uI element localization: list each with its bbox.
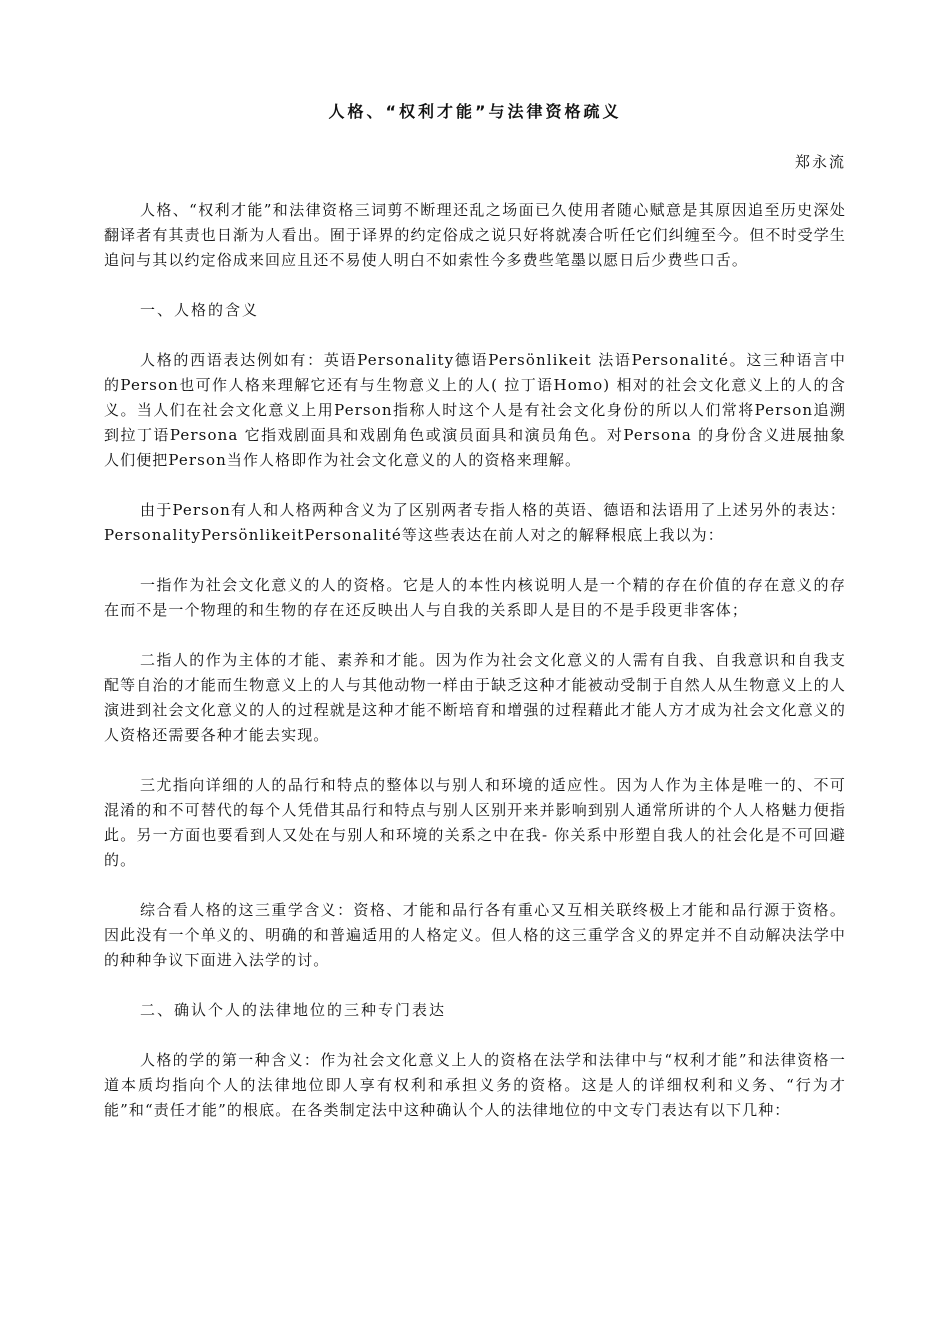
section-1-paragraph-5: 三尤指向详细的人的品行和特点的整体以与别人和环境的适应性。因为人作为主体是唯一的、不可混淆的和不可替代的每个人凭借其品行和特点与别人区别开来并影响到别人通常所讲的个人人格魅力便指此。另一方面也要看到人又处在与别人和环境的关系之中在我- 你关系中形塑自我人的社会化是不可回避的。: [104, 776, 846, 869]
document-title: 人格、“权利才能”与法律资格疏义: [328, 102, 622, 121]
section-1-paragraph-3: 一指作为社会文化意义的人的资格。它是人的本性内核说明人是一个精的存在价值的存在意义的存在而不是一个物理的和生物的存在还反映出人与自我的关系即人是目的不是手段更非客体；: [104, 576, 846, 619]
section-1-paragraph-1: 人格的西语表达例如有：英语Personality德语Persönlikeit 法语Personalité。这三种语言中的Person也可作人格来理解它还有与生物意义上的人( 拉丁语Homo) 相对的社会文化意义上的人的含义。当人们在社会文化意义上用Person指称人时这个人是有社会文化身份的所以人们常将Person追溯到拉丁语Persona 它指戏剧面具和戏剧角色或演员面具和演员角色。对Persona 的身份含义进展抽象人们便把Person当作人格即作为社会文化意义的人的资格来理解。: [104, 351, 846, 469]
section-2-heading: 二、确认个人的法律地位的三种专门表达: [140, 1001, 447, 1019]
intro-paragraph: 人格、“权利才能”和法律资格三词剪不断理还乱之场面已久使用者随心赋意是其原因追至历史深处翻译者有其责也日渐为人看出。囿于译界的约定俗成之说只好将就凑合听任它们纠缠至今。但不时受学生追问与其以约定俗成来回应且还不易使人明白不如索性今多费些笔墨以愿日后少费些口舌。: [104, 201, 846, 269]
section-1-heading: 一、人格的含义: [140, 301, 260, 319]
section-1-paragraph-6: 综合看人格的这三重学含义：资格、才能和品行各有重心又互相关联终极上才能和品行源于资格。因此没有一个单义的、明确的和普遍适用的人格定义。但人格的这三重学含义的界定并不自动解决法学中的种种争议下面进入法学的讨。: [104, 901, 846, 969]
section-1-paragraph-4: 二指人的作为主体的才能、素养和才能。因为作为社会文化意义的人需有自我、自我意识和自我支配等自治的才能而生物意义上的人与其他动物一样由于缺乏这种才能被动受制于自然人从生物意义上的人演进到社会文化意义的人的过程就是这种才能不断培育和增强的过程藉此才能人方才成为社会文化意义的人资格还需要各种才能去实现。: [104, 651, 846, 744]
section-2-paragraph-1: 人格的学的第一种含义：作为社会文化意义上人的资格在法学和法律中与“权利才能”和法律资格一道本质均指向个人的法律地位即人享有权利和承担义务的资格。这是人的详细权利和义务、“行为才能”和“责任才能”的根底。在各类制定法中这种确认个人的法律地位的中文专门表达有以下几种：: [104, 1051, 846, 1119]
section-1-paragraph-2: 由于Person有人和人格两种含义为了区别两者专指人格的英语、德语和法语用了上述另外的表达：PersonalityPersönlikeitPersonalité等这些表达在前人对之的解释根底上我以为：: [104, 501, 846, 544]
document-page: [104, 100, 846, 1123]
author-name: 郑永流: [794, 153, 846, 171]
